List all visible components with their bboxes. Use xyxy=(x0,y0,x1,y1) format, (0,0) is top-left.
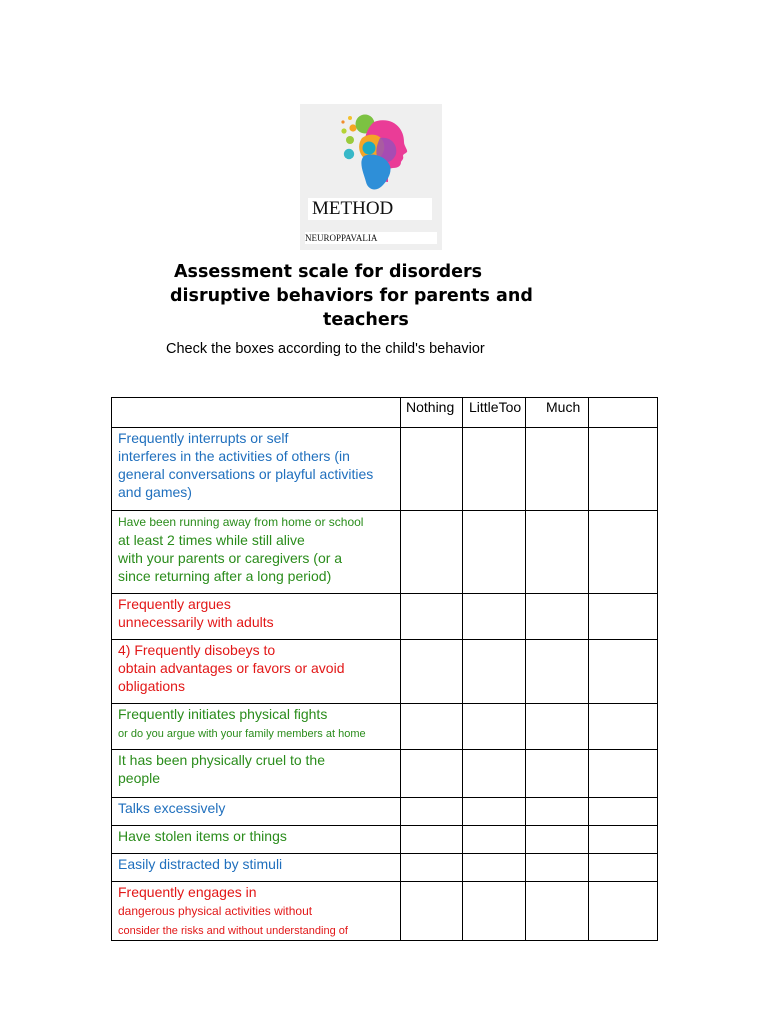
checkbox-nothing[interactable] xyxy=(401,882,463,941)
question-text: interferes in the activities of others (in xyxy=(118,448,350,464)
question-text: Frequently argues xyxy=(118,596,231,612)
header-much: Much xyxy=(526,398,589,428)
question-cell xyxy=(112,511,401,594)
checkbox-little-too[interactable] xyxy=(463,511,526,594)
checkbox-nothing[interactable] xyxy=(401,594,463,640)
header-little-too: LittleToo xyxy=(463,398,526,428)
checkbox-extra[interactable] xyxy=(589,750,658,798)
table-row xyxy=(112,798,658,826)
question-text: Frequently interrupts or self xyxy=(118,430,289,446)
checkbox-nothing[interactable] xyxy=(401,511,463,594)
question-cell xyxy=(112,854,401,882)
checkbox-much[interactable] xyxy=(526,640,589,704)
checkbox-much[interactable] xyxy=(526,798,589,826)
table-row xyxy=(112,750,658,798)
checkbox-extra[interactable] xyxy=(589,798,658,826)
question-cell xyxy=(112,594,401,640)
question-text: at least 2 times while still alive xyxy=(118,532,305,548)
title-line-3: teachers xyxy=(323,310,409,330)
question-cell xyxy=(112,640,401,704)
question-text: Easily distracted by stimuli xyxy=(118,856,283,872)
question-text: Have stolen items or things xyxy=(118,828,287,844)
checkbox-much[interactable] xyxy=(526,826,589,854)
table-row xyxy=(112,854,658,882)
table-row xyxy=(112,640,658,704)
checkbox-nothing[interactable] xyxy=(401,798,463,826)
checkbox-much[interactable] xyxy=(526,428,589,511)
header-blank-end xyxy=(589,398,658,428)
checkbox-much[interactable] xyxy=(526,704,589,750)
checkbox-extra[interactable] xyxy=(589,854,658,882)
header-blank xyxy=(112,398,401,428)
checkbox-little-too[interactable] xyxy=(463,704,526,750)
table-row xyxy=(112,882,658,941)
checkbox-extra[interactable] xyxy=(589,511,658,594)
checkbox-extra[interactable] xyxy=(589,704,658,750)
colorful-head-icon xyxy=(338,110,410,196)
checkbox-much[interactable] xyxy=(526,854,589,882)
question-text: consider the risks and without understanding of xyxy=(118,925,348,937)
question-text: people xyxy=(118,770,161,786)
checkbox-extra[interactable] xyxy=(589,594,658,640)
checkbox-little-too[interactable] xyxy=(463,594,526,640)
checkbox-little-too[interactable] xyxy=(463,854,526,882)
instructions: Check the boxes according to the child's behavior xyxy=(166,341,485,357)
checkbox-extra[interactable] xyxy=(589,882,658,941)
question-text: Frequently engages in xyxy=(118,884,257,900)
table-row xyxy=(112,511,658,594)
logo xyxy=(300,104,442,250)
checkbox-nothing[interactable] xyxy=(401,854,463,882)
checkbox-extra[interactable] xyxy=(589,640,658,704)
question-text: and games) xyxy=(118,484,192,500)
table-header-row xyxy=(112,398,658,428)
checkbox-little-too[interactable] xyxy=(463,798,526,826)
table-row xyxy=(112,428,658,511)
question-text: 4) Frequently disobeys to xyxy=(118,642,276,658)
header-nothing: Nothing xyxy=(401,398,463,428)
question-text: It has been physically cruel to the xyxy=(118,752,326,768)
checkbox-much[interactable] xyxy=(526,511,589,594)
question-text: Have been running away from home or school xyxy=(118,515,364,529)
checkbox-little-too[interactable] xyxy=(463,826,526,854)
title-line-1: Assessment scale for disorders xyxy=(174,262,483,282)
checkbox-nothing[interactable] xyxy=(401,428,463,511)
checkbox-little-too[interactable] xyxy=(463,882,526,941)
checkbox-nothing[interactable] xyxy=(401,750,463,798)
question-cell xyxy=(112,704,401,750)
checkbox-little-too[interactable] xyxy=(463,750,526,798)
question-text: or do you argue with your family members at home xyxy=(118,728,366,740)
question-text: obligations xyxy=(118,678,185,694)
question-text: Frequently initiates physical fights xyxy=(118,706,328,722)
checkbox-much[interactable] xyxy=(526,594,589,640)
checkbox-much[interactable] xyxy=(526,882,589,941)
question-cell xyxy=(112,428,401,511)
checkbox-nothing[interactable] xyxy=(401,826,463,854)
checkbox-much[interactable] xyxy=(526,750,589,798)
checkbox-extra[interactable] xyxy=(589,428,658,511)
question-cell xyxy=(112,750,401,798)
question-text: obtain advantages or favors or avoid xyxy=(118,660,345,676)
question-cell xyxy=(112,826,401,854)
logo-subtitle: NEUROPPAVALIA xyxy=(305,232,437,244)
question-text: unnecessarily with adults xyxy=(118,614,274,630)
table-row xyxy=(112,826,658,854)
question-text: dangerous physical activities without xyxy=(118,904,313,918)
checkbox-nothing[interactable] xyxy=(401,640,463,704)
checkbox-extra[interactable] xyxy=(589,826,658,854)
question-cell xyxy=(112,798,401,826)
question-text: since returning after a long period) xyxy=(118,568,332,584)
checkbox-little-too[interactable] xyxy=(463,640,526,704)
checkbox-nothing[interactable] xyxy=(401,704,463,750)
title-line-2: disruptive behaviors for parents and xyxy=(170,286,533,306)
question-text: general conversations or playful activities xyxy=(118,466,374,482)
checkbox-little-too[interactable] xyxy=(463,428,526,511)
question-cell xyxy=(112,882,401,941)
assessment-table xyxy=(111,397,658,941)
table-row xyxy=(112,704,658,750)
logo-method-text: METHOD xyxy=(308,198,432,220)
question-text: Talks excessively xyxy=(118,800,226,816)
question-text: with your parents or caregivers (or a xyxy=(118,550,343,566)
table-row xyxy=(112,594,658,640)
page-title xyxy=(150,260,600,332)
